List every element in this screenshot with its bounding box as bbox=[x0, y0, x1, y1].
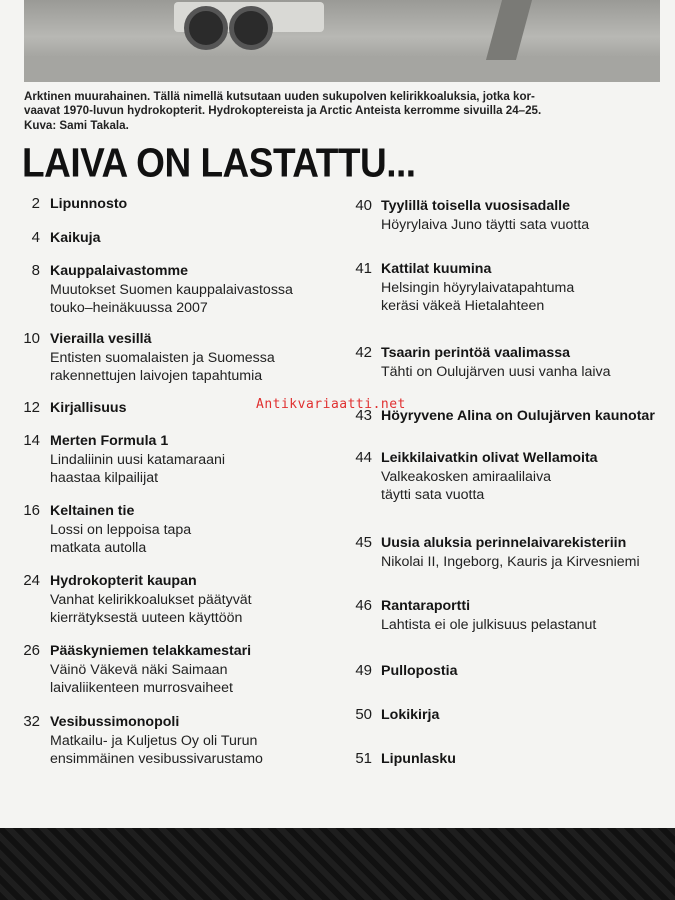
toc-entry-title: Pääskyniemen telakkamestari bbox=[50, 643, 252, 659]
toc-page-number: 2 bbox=[31, 195, 40, 212]
toc-entry-title: Rantaraportti bbox=[381, 598, 471, 614]
toc-entry-description: Valkeakosken amiraalilaiva bbox=[381, 469, 552, 485]
toc-entry-title: Lipunlasku bbox=[381, 751, 456, 767]
toc-page-number: 14 bbox=[23, 432, 40, 449]
toc-entry-description: touko–heinäkuussa 2007 bbox=[50, 300, 208, 316]
toc-entry-description: Höyrylaiva Juno täytti sata vuotta bbox=[381, 217, 590, 233]
toc-page-number: 46 bbox=[355, 597, 372, 614]
toc-entry-description: ensimmäinen vesibussivarustamo bbox=[50, 751, 263, 767]
toc-entry-title: Hydrokopterit kaupan bbox=[50, 573, 197, 589]
toc-page-number: 4 bbox=[31, 229, 40, 246]
caption-line: Arktinen muurahainen. Tällä nimellä kutsutaan uuden sukupolven kelirikkoaluksia, jotka kor- bbox=[24, 90, 535, 103]
toc-page-number: 44 bbox=[355, 449, 372, 466]
toc-page-number: 51 bbox=[355, 750, 372, 767]
toc-entry-description: Lahtista ei ole julkisuus pelastanut bbox=[381, 617, 597, 633]
toc-entry-description: haastaa kilpailijat bbox=[50, 470, 159, 486]
toc-page-number: 43 bbox=[355, 407, 372, 424]
toc-entry-description: Lossi on leppoisa tapa bbox=[50, 522, 192, 538]
toc-entry-title: Uusia aluksia perinnelaivarekisteriin bbox=[381, 535, 627, 551]
toc-entry-description: Entisten suomalaisten ja Suomessa bbox=[50, 350, 275, 366]
toc-entry-description: Vanhat kelirikkoalukset päätyvät bbox=[50, 592, 252, 608]
toc-entry-title: Leikkilaivatkin olivat Wellamoita bbox=[381, 450, 598, 466]
toc-entry-description: täytti sata vuotta bbox=[381, 487, 485, 503]
background-surface bbox=[0, 828, 675, 900]
toc-entry-description: Tähti on Oulujärven uusi vanha laiva bbox=[381, 364, 611, 380]
toc-entry-description: Muutokset Suomen kauppalaivastossa bbox=[50, 282, 293, 298]
toc-entry-title: Kirjallisuus bbox=[50, 400, 127, 416]
toc-entry-title: Merten Formula 1 bbox=[50, 433, 169, 449]
caption-line: vaavat 1970-luvun hydrokopterit. Hydrokoptereista ja Arctic Anteista kerromme sivuilla 24–25. bbox=[24, 104, 542, 118]
toc-page-number: 42 bbox=[355, 344, 372, 361]
page-title: LAIVA ON LASTATTU... bbox=[22, 140, 416, 186]
toc-entry-title: Lipunnosto bbox=[50, 196, 128, 212]
toc-entry-description: Lindaliinin uusi katamaraani bbox=[50, 452, 226, 468]
toc-page-number: 50 bbox=[355, 706, 372, 723]
toc-page-number: 24 bbox=[23, 572, 40, 589]
toc-entry-description: Helsingin höyrylaivatapahtuma bbox=[381, 280, 575, 296]
toc-page-number: 12 bbox=[23, 399, 40, 416]
toc-entry-title: Vierailla vesillä bbox=[50, 331, 152, 347]
toc-entry-description: laivaliikenteen murrosvaiheet bbox=[50, 680, 233, 696]
toc-entry-title: Kattilat kuumina bbox=[381, 261, 492, 277]
toc-entry-title: Höyryvene Alina on Oulujärven kaunotar bbox=[381, 408, 655, 424]
toc-entry-title: Vesibussimonopoli bbox=[50, 714, 180, 730]
toc-page-number: 49 bbox=[355, 662, 372, 679]
toc-entry-description: Väinö Väkevä näki Saimaan bbox=[50, 662, 228, 678]
toc-entry-title: Lokikirja bbox=[381, 707, 440, 723]
toc-page-number: 32 bbox=[23, 713, 40, 730]
toc-entry-description: Nikolai II, Ingeborg, Kauris ja Kirvesniemi bbox=[381, 554, 640, 570]
toc-entry-title: Kaikuja bbox=[50, 230, 101, 246]
toc-entry-description: matkata autolla bbox=[50, 540, 147, 556]
toc-page-number: 8 bbox=[31, 262, 40, 279]
toc-entry-description: kierrätyksestä uuteen käyttöön bbox=[50, 610, 243, 626]
toc-entry-description: keräsi väkeä Hietalahteen bbox=[381, 298, 545, 314]
toc-entry-title: Keltainen tie bbox=[50, 503, 135, 519]
toc-entry-description: Matkailu- ja Kuljetus Oy oli Turun bbox=[50, 733, 258, 749]
toc-entry-title: Tyylillä toisella vuosisadalle bbox=[381, 198, 570, 214]
toc-entry-title: Kauppalaivastomme bbox=[50, 263, 188, 279]
toc-page-number: 16 bbox=[23, 502, 40, 519]
toc-page-number: 41 bbox=[355, 260, 372, 277]
toc-page-number: 45 bbox=[355, 534, 372, 551]
watermark: Antikvariaatti.net bbox=[256, 397, 406, 412]
toc-entry-description: rakennettujen laivojen tapahtumia bbox=[50, 368, 263, 384]
caption-line: Kuva: Sami Takala. bbox=[24, 118, 129, 132]
toc-page-number: 26 bbox=[23, 642, 40, 659]
toc-entry-title: Tsaarin perintöä vaalimassa bbox=[381, 345, 570, 361]
toc-page-number: 10 bbox=[23, 330, 40, 347]
toc-page-number: 40 bbox=[355, 197, 372, 214]
toc-entry-title: Pullopostia bbox=[381, 663, 458, 679]
